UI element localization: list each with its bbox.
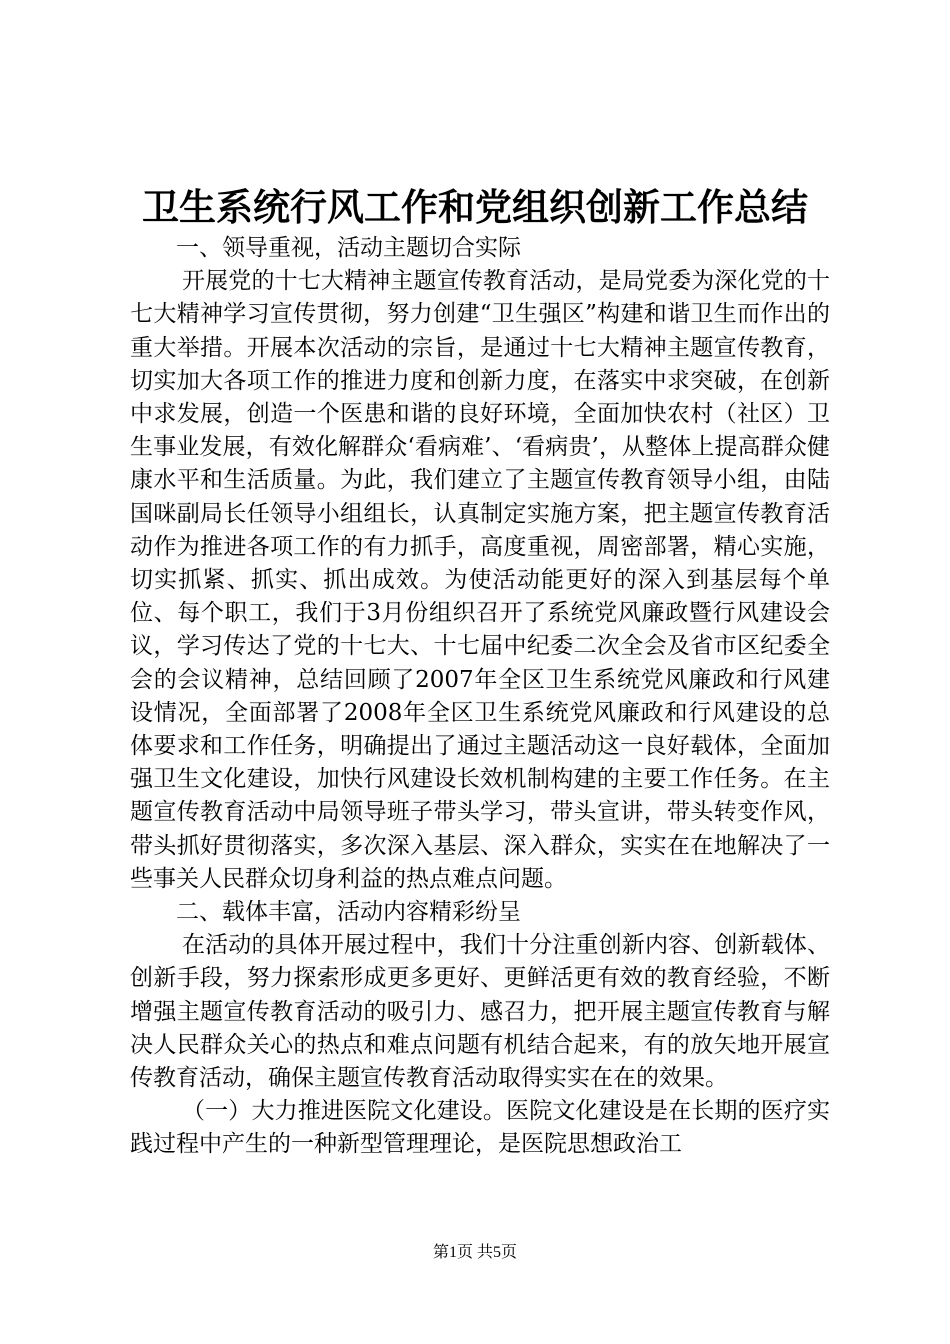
section-1-paragraph: 开展党的十七大精神主题宣传教育活动，是局党委为深化党的十七大精神学习宣传贯彻，努力创建“卫生强区”构建和谐卫生而作出的重大举措。开展本次活动的宗旨，是通过十七大精神主题宣传教育，切实加大各项工作的推进力度和创新力度，在落实中求突破，在创新中求发展，创造一个医患和谐的良好环境，全面加快农村（社区）卫生事业发展，有效化解群众‘看病难’、‘看病贵’，从整体上提高群众健康水平和生活质量。为此，我们建立了主题宣传教育领导小组，由陆国咪副局长任领导小组组长，认真制定实施方案，把主题宣传教育活动作为推进各项工作的有力抓手，高度重视，周密部署，精心实施，切实抓紧、抓实、抓出成效。为使活动能更好的深入到基层每个单位、每个职工，我们于3月份组织召开了系统党风廉政暨行风建设会议，学习传达了党的十七大、十七届中纪委二次全会及省市区纪委全会的会议精神，总结回顾了2007年全区卫生系统党风廉政和行风建设情况，全面部署了2008年全区卫生系统党风廉政和行风建设的总体要求和工作任务，明确提出了通过主题活动这一良好载体，全面加强卫生文化建设，加快行风建设长效机制构建的主要工作任务。在主题宣传教育活动中局领导班子带头学习，带头宣讲，带头转变作风，带头抓好贯彻落实，多次深入基层、深入群众，实实在在地解决了一些事关人民群众切身利益的热点难点问题。	[130, 268, 830, 892]
document-body	[130, 232, 830, 1162]
section-2-heading: 二、载体丰富，活动内容精彩纷呈	[176, 899, 521, 926]
page-number-footer: 第1页 共5页	[432, 1244, 517, 1261]
document-title: 卫生系统行风工作和党组织创新工作总结	[142, 185, 808, 229]
section-2-paragraph: 在活动的具体开展过程中，我们十分注重创新内容、创新载体、创新手段，努力探索形成更多更好、更鲜活更有效的教育经验，不断增强主题宣传教育活动的吸引力、感召力，把开展主题宣传教育与解决人民群众关心的热点和难点问题有机结合起来，有的放矢地开展宣传教育活动，确保主题宣传教育活动取得实实在在的效果。	[130, 932, 830, 1092]
section-1-heading: 一、领导重视，活动主题切合实际	[176, 235, 521, 261]
subsection-1-paragraph: （一）大力推进医院文化建设。医院文化建设是在长期的医疗实践过程中产生的一种新型管理理论，是医院思想政治工	[130, 1098, 830, 1158]
